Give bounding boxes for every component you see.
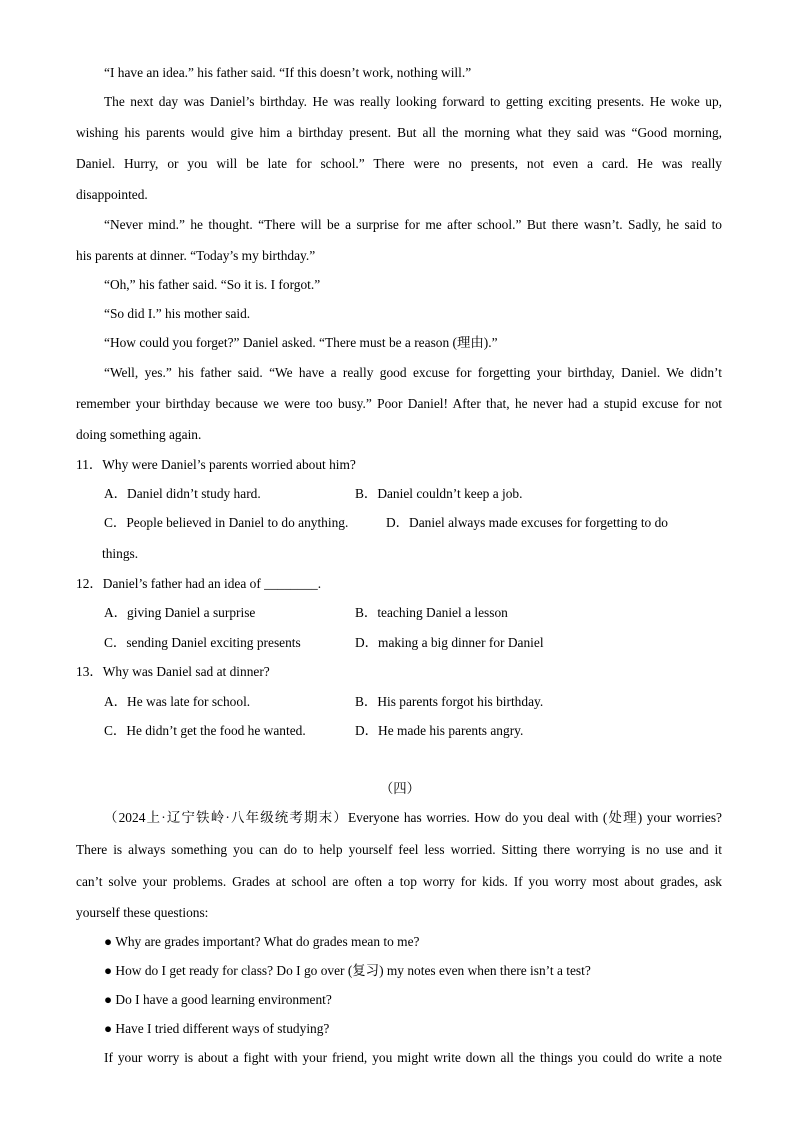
paragraph-mother: “So did I.” his mother said. bbox=[104, 306, 251, 321]
paragraph-birthday-line-3: Daniel. Hurry, or you will be late for school.” There were no presents, not even a card. He was really bbox=[76, 156, 722, 171]
question-13-option-a: A．He was late for school. bbox=[104, 694, 251, 709]
paragraph-excuse-line-2: remember your birthday because we were too busy.” Poor Daniel! After that, he never had a stupid excuse for not bbox=[76, 396, 722, 411]
question-11-option-a: A．Daniel didn’t study hard. bbox=[104, 486, 261, 501]
question-13-stem: 13．Why was Daniel sad at dinner? bbox=[76, 664, 270, 679]
section-4-bullet-2: ● How do I get ready for class? Do I go over (复习) my notes even when there isn’t a test? bbox=[104, 963, 591, 978]
question-13-option-b: B．His parents forgot his birthday. bbox=[355, 694, 544, 709]
paragraph-never-mind-line-2: his parents at dinner. “Today’s my birthday.” bbox=[76, 248, 316, 263]
section-4-intro-line-3: can’t solve your problems. Grades at school are often a top worry for kids. If you worry most about grades, ask bbox=[76, 874, 722, 889]
question-11-option-d-continued: things. bbox=[102, 546, 139, 561]
section-4-bullet-4: ● Have I tried different ways of studying? bbox=[104, 1021, 330, 1036]
question-12-option-b: B．teaching Daniel a lesson bbox=[355, 605, 508, 620]
section-4-bullet-1: ● Why are grades important? What do grades mean to me? bbox=[104, 934, 420, 949]
paragraph-never-mind-line-1: “Never mind.” he thought. “There will be a surprise for me after school.” But there wasn’t. Sadly, he said to bbox=[104, 217, 722, 232]
question-12-stem: 12．Daniel’s father had an idea of ________. bbox=[76, 576, 322, 591]
question-13-option-c: C．He didn’t get the food he wanted. bbox=[104, 723, 306, 738]
question-11-option-b: B．Daniel couldn’t keep a job. bbox=[355, 486, 523, 501]
section-4-heading: （四） bbox=[379, 781, 421, 796]
section-4-intro-line-4: yourself these questions: bbox=[76, 905, 209, 920]
paragraph-excuse-line-3: doing something again. bbox=[76, 427, 202, 442]
paragraph-excuse-line-1: “Well, yes.” his father said. “We have a really good excuse for forgetting your birthday, Daniel. We didn’t bbox=[104, 365, 722, 380]
section-4-intro-line-1: （2024上·辽宁铁岭·八年级统考期末）Everyone has worries. How do you deal with (处理) your worries? bbox=[104, 810, 722, 825]
section-4-bullet-3: ● Do I have a good learning environment? bbox=[104, 992, 332, 1007]
paragraph-father-forgot: “Oh,” his father said. “So it is. I forgot.” bbox=[104, 277, 321, 292]
question-12-option-d: D．making a big dinner for Daniel bbox=[355, 635, 544, 650]
question-12-option-a: A．giving Daniel a surprise bbox=[104, 605, 256, 620]
question-11-option-d: D．Daniel always made excuses for forgetting to do bbox=[386, 515, 668, 530]
paragraph-birthday-line-4: disappointed. bbox=[76, 187, 148, 202]
paragraph-birthday-line-2: wishing his parents would give him a birthday present. But all the morning what they said was “Good morning, bbox=[76, 125, 722, 140]
section-4-intro-line-2: There is always something you can do to help yourself feel less worried. Sitting there worrying is no use and it bbox=[76, 842, 722, 857]
paragraph-reason: “How could you forget?” Daniel asked. “There must be a reason (理由).” bbox=[104, 335, 498, 350]
paragraph-idea: “I have an idea.” his father said. “If this doesn’t work, nothing will.” bbox=[104, 65, 472, 80]
paragraph-birthday-line-1: The next day was Daniel’s birthday. He was really looking forward to getting exciting presents. He woke up, bbox=[104, 94, 722, 109]
question-11-option-c: C．People believed in Daniel to do anything. bbox=[104, 515, 349, 530]
question-13-option-d: D．He made his parents angry. bbox=[355, 723, 524, 738]
question-11-stem: 11．Why were Daniel’s parents worried about him? bbox=[76, 457, 356, 472]
section-4-last-line: If your worry is about a fight with your friend, you might write down all the things you could do write a note bbox=[104, 1050, 722, 1065]
question-12-option-c: C．sending Daniel exciting presents bbox=[104, 635, 301, 650]
